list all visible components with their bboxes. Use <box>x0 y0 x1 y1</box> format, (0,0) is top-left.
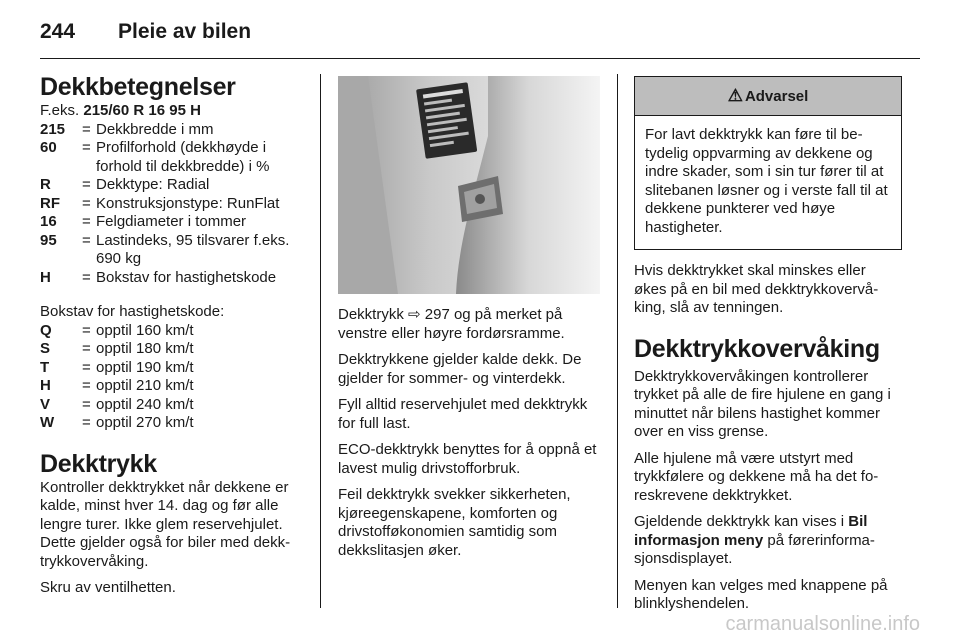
paragraph-tpms-checks: Dekktrykkovervåkingen kontrollerer trykket på alle de fire hjulene en gang i minuttet når bilens hastighet kommer over en viss grense. <box>634 367 891 440</box>
example-line <box>40 102 304 121</box>
paragraph-cold-tires: Dekktrykkene gjelder kalde dekk. De gjelder for sommer- og vinterdekk. <box>338 351 582 387</box>
definition-value: opptil 210 km/t <box>96 377 194 394</box>
definition-separator: = <box>82 194 91 212</box>
definition-separator: = <box>82 231 91 249</box>
page-number: 244 <box>40 20 76 43</box>
definition-key: H <box>40 377 51 394</box>
definition-value: opptil 270 km/t <box>96 414 194 431</box>
speed-code-row <box>40 340 304 359</box>
definition-separator: = <box>82 414 91 431</box>
definition-separator: = <box>82 340 91 357</box>
paragraph-wrong-pressure: Feil dekktrykk svekker sikkerheten, kjøreegenskapene, komforten og drivstofføkonomien samtidig som dekkslitasjen øker. <box>338 486 571 559</box>
speed-code-list <box>40 322 304 433</box>
definition-value: opptil 180 km/t <box>96 340 194 357</box>
definition-value: Konstruksjonstype: RunFlat <box>96 194 280 212</box>
speed-code-row <box>40 414 304 433</box>
warning-triangle-icon: ⚠ <box>727 86 743 105</box>
heading-tpms: Dekktrykkovervåking <box>634 334 880 363</box>
definition-separator: = <box>82 139 91 156</box>
section-title: Pleie av bilen <box>118 20 252 43</box>
paragraph-sensors: Alle hjulene må være utstyrt med trykkfølere og dekkene må ha det foreskrevene dekktrykket. <box>634 449 879 504</box>
page-reference-icon: ⇨ <box>408 306 421 323</box>
definition-key: 215 <box>40 120 66 138</box>
definition-separator: = <box>82 268 91 286</box>
warning-box <box>634 76 902 250</box>
watermark: carmanualsonline.info <box>725 613 920 635</box>
paragraph-check-pressure: Kontroller dekktrykket når dekkene er kalde, minst hver 14. dag og før alle lengre turer. Ikke glem reservehjulet. Dette gjelder også for biler med dekktrykkovervåking. <box>40 478 291 570</box>
designation-row <box>40 195 304 214</box>
definition-separator: = <box>82 321 91 339</box>
speed-code-row <box>40 359 304 378</box>
definition-value: Lastindeks, 95 tilsvarer f.eks. 690 kg <box>96 231 290 267</box>
example-prefix: F.eks. <box>40 102 84 119</box>
column-middle <box>338 76 600 560</box>
speed-intro: Bokstav for hastighetskode: <box>40 303 225 320</box>
paragraph-eco-pressure: ECO-dekktrykk benyttes for å oppnå et lavest mulig drivstofforbruk. <box>338 441 597 477</box>
definition-separator: = <box>82 176 91 193</box>
speed-code-row <box>40 322 304 341</box>
warning-header <box>635 77 901 116</box>
heading-tire-pressure: Dekktrykk <box>40 449 157 478</box>
menu-name: Bil informasjon meny <box>634 513 868 549</box>
definition-value: Profilforhold (dekkhøyde i forhold til dekkbredde) i % <box>96 139 270 175</box>
definition-key: R <box>40 176 51 193</box>
definition-value: Dekktype: Radial <box>96 176 210 193</box>
definition-key: 95 <box>40 231 57 249</box>
speed-code-row <box>40 396 304 415</box>
column-divider-2 <box>617 74 618 608</box>
designation-row <box>40 232 304 269</box>
definition-value: Felgdiameter i tommer <box>96 213 247 230</box>
definition-separator: = <box>82 377 91 394</box>
definition-separator: = <box>82 395 91 413</box>
paragraph-adjust-pressure: Hvis dekktrykket skal minskes eller økes på en bil med dekktrykkovervåking, slå av tenningen. <box>634 262 879 316</box>
definition-separator: = <box>82 120 91 138</box>
designation-list <box>40 121 304 288</box>
definition-key: 16 <box>40 213 57 230</box>
example-value: 215/60 R 16 95 H <box>83 102 201 119</box>
definition-separator: = <box>82 213 91 230</box>
definition-separator: = <box>82 358 91 376</box>
definition-key: V <box>40 395 51 413</box>
definition-key: RF <box>40 194 60 212</box>
definition-key: S <box>40 340 51 357</box>
definition-value: opptil 190 km/t <box>96 358 194 376</box>
pressure-ref-rest: 297 og på merket på venstre eller høyre fordørsramme. <box>338 306 565 342</box>
heading-tire-designations: Dekkbetegnelser <box>40 73 236 101</box>
door-frame-illustration <box>338 76 600 294</box>
header-divider <box>40 58 920 59</box>
paragraph-menu-select: Menyen kan velges med knappene på blinklyshendelen. <box>634 576 888 612</box>
designation-row <box>40 213 304 232</box>
paragraph-pressure-reference <box>338 306 600 343</box>
definition-value: opptil 160 km/t <box>96 321 194 339</box>
designation-row <box>40 176 304 195</box>
definition-key: T <box>40 358 50 376</box>
door-pillar-label-photo <box>338 76 600 294</box>
designation-row <box>40 121 304 140</box>
definition-key: 60 <box>40 139 57 156</box>
paragraph-spare-wheel: Fyll alltid reservehjulet med dekktrykk for full last. <box>338 396 588 432</box>
paragraph-valve-cap: Skru av ventilhetten. <box>40 579 176 596</box>
definition-value: Bokstav for hastighetskode <box>96 268 277 286</box>
designation-row <box>40 269 304 288</box>
column-right <box>634 76 902 614</box>
designation-row <box>40 139 304 176</box>
page-header <box>40 16 251 48</box>
definition-key: W <box>40 414 55 431</box>
definition-value: opptil 240 km/t <box>96 395 194 413</box>
paragraph-display <box>634 513 902 569</box>
speed-code-row <box>40 377 304 396</box>
pressure-ref-text: Dekktrykk <box>338 306 409 323</box>
definition-key: H <box>40 268 51 286</box>
warning-title: Advarsel <box>744 87 809 105</box>
column-divider-1 <box>320 74 321 608</box>
warning-text: For lavt dekktrykk kan føre til betydelig oppvarming av dekkene og indre skader, som i sin tur fører til at slitebanen løsner og i verste fall til at dekkene punkterer ved høye hastigheter. <box>645 126 888 236</box>
display-text-post: på førerinformasjonsdisplayet. <box>634 531 875 567</box>
display-text-pre: Gjeldende dekktrykk kan vises i <box>634 513 849 530</box>
column-left <box>40 72 304 598</box>
definition-key: Q <box>40 321 52 339</box>
definition-value: Dekkbredde i mm <box>96 120 214 138</box>
